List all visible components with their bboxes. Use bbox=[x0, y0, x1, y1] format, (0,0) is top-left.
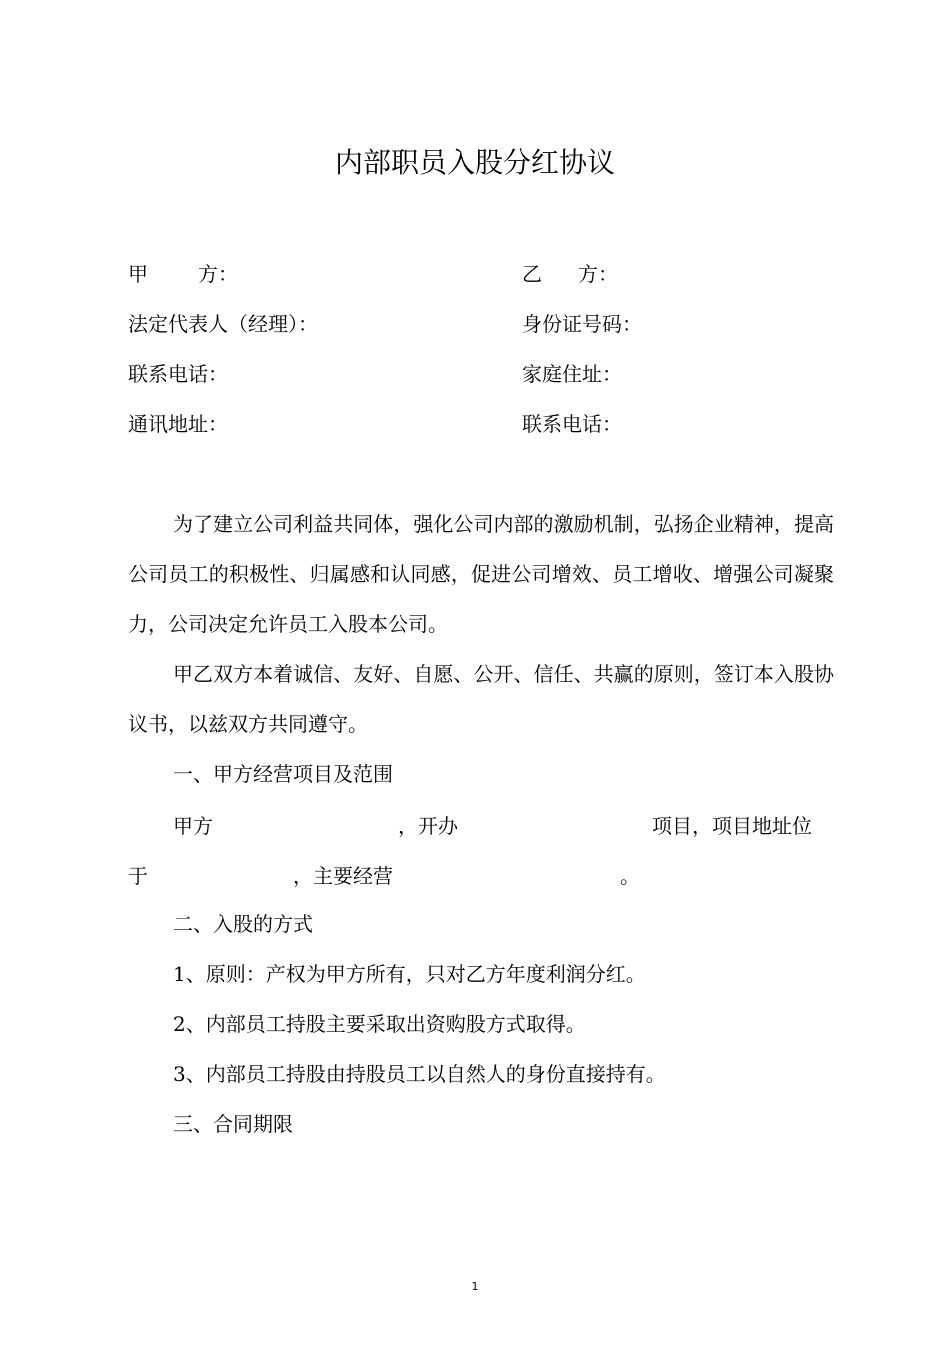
list-item-1: 1、原则：产权为甲方所有，只对乙方年度利润分红。 bbox=[173, 962, 646, 986]
party-b-id-label: 身份证号码： bbox=[522, 312, 642, 336]
page-number: 1 bbox=[471, 1280, 479, 1293]
party-b-name-label bbox=[522, 259, 618, 289]
party-b-label-char: 乙 bbox=[522, 262, 542, 286]
party-a-address-label: 通讯地址： bbox=[128, 412, 228, 436]
s1-line2-business: ，主要经营 bbox=[293, 864, 393, 888]
s1-line2-end: 。 bbox=[620, 864, 640, 888]
party-a-label-suffix: 方： bbox=[198, 262, 238, 286]
section-heading-2: 二、入股的方式 bbox=[173, 912, 313, 936]
section-heading-3: 三、合同期限 bbox=[173, 1112, 293, 1136]
paragraph-principles: 甲乙双方本着诚信、友好、自愿、公开、信任、共赢的原则，签订本入股协议书，以兹双方共同遵守。 bbox=[128, 662, 834, 736]
s1-line1-open: ，开办 bbox=[398, 814, 458, 838]
party-a-phone-label: 联系电话： bbox=[128, 362, 228, 386]
section-heading-1: 一、甲方经营项目及范围 bbox=[173, 762, 393, 786]
party-a-label-char: 甲 bbox=[128, 262, 148, 286]
s1-line1-project: 项目，项目地址位 bbox=[652, 814, 812, 838]
paragraph-purpose: 为了建立公司利益共同体，强化公司内部的激励机制，弘扬企业精神，提高公司员工的积极性、归属感和认同感，促进公司增效、员工增收、增强公司凝聚力，公司决定允许员工入股本公司。 bbox=[128, 512, 834, 636]
party-a-representative-label: 法定代表人（经理）： bbox=[128, 312, 318, 336]
party-b-phone-label: 联系电话： bbox=[522, 412, 622, 436]
list-item-3: 3、内部员工持股由持股员工以自然人的身份直接持有。 bbox=[173, 1062, 666, 1086]
document-title: 内部职员入股分红协议 bbox=[334, 146, 615, 179]
s1-line1-party-a: 甲方 bbox=[173, 814, 213, 838]
party-a-name-label bbox=[128, 259, 238, 289]
s1-line2-located: 于 bbox=[128, 864, 148, 888]
party-b-home-label: 家庭住址： bbox=[522, 362, 622, 386]
list-item-2: 2、内部员工持股主要采取出资购股方式取得。 bbox=[173, 1012, 586, 1036]
party-b-label-suffix: 方： bbox=[578, 262, 618, 286]
